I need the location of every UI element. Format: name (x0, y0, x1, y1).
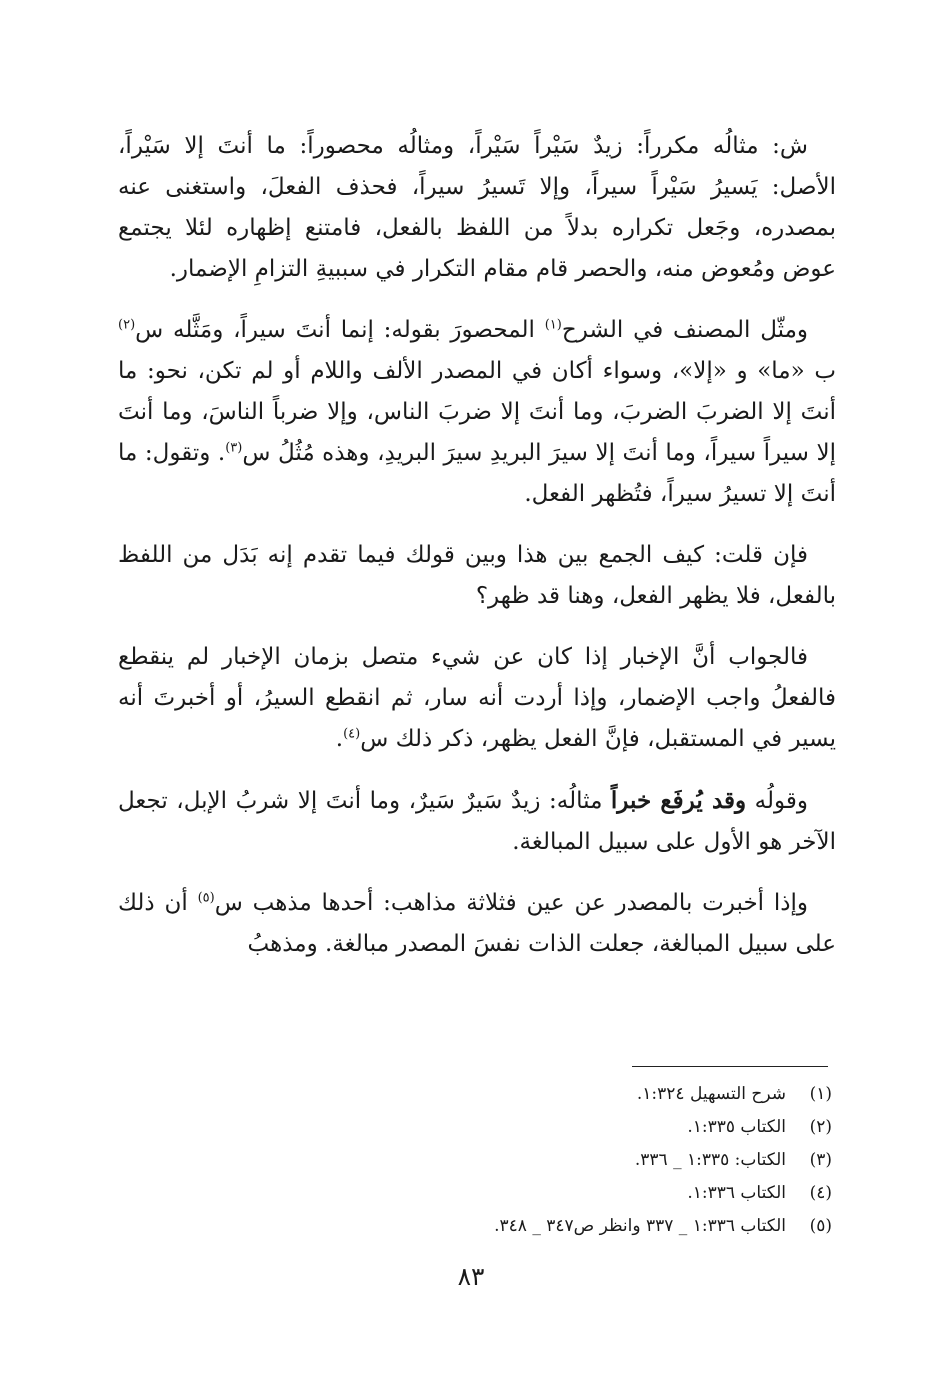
footnote-2-text: الكتاب ١:٣٣٥. (687, 1117, 786, 1137)
paragraph-4-text: فالجواب أنَّ الإخبار إذا كان عن شيء متصل بزمان الإخبار لم ينقطع فالفعلُ واجب الإضمار، وإذا أردت أنه سار، ثم انقطع السيرُ، أو أخبرتَ أنه يسير في المستقبل، فإنَّ الفعل يظهر، ذكر ذلك س (118, 644, 836, 752)
main-text (118, 126, 836, 985)
footnote-ref-1[interactable]: (١) (544, 317, 562, 333)
footnote-ref-4[interactable]: (٤) (343, 726, 361, 742)
footnote-4-number: (٤) (809, 1183, 832, 1203)
paragraph-2 (118, 310, 836, 515)
paragraph-3 (118, 535, 836, 617)
footnote-1 (380, 1078, 832, 1111)
paragraph-1 (118, 126, 836, 290)
footnote-4-text: الكتاب ١:٣٣٦. (687, 1183, 786, 1203)
footnote-ref-5[interactable]: (٥) (197, 890, 215, 906)
footnote-1-text: شرح التسهيل ١:٣٢٤. (636, 1084, 786, 1104)
paragraph-4-end: . (335, 726, 344, 752)
paragraph-2-text-a: ومثّل المصنف في الشرح (561, 317, 808, 343)
paragraph-5-text-b: مثالُه: زيدٌ سَيرٌ سَيرٌ، وما أنتَ إلا شربُ الإبل، تجعل الآخر هو الأول على سبيل المبالغة. (118, 788, 836, 855)
footnote-3 (380, 1144, 832, 1177)
footnote-2-number: (٢) (809, 1117, 832, 1137)
footnote-4 (380, 1177, 832, 1210)
paragraph-5-bold-phrase: وقد يُرفَع خبراً (610, 787, 747, 814)
footnote-ref-3[interactable]: (٣) (225, 440, 243, 456)
footnote-3-number: (٣) (809, 1150, 832, 1170)
paragraph-2-text-c: ب «ما» و «إلا»، وسواء أكان في المصدر الألف واللام أو لم تكن، نحو: ما أنتَ إلا الضربَ الضربَ، وما أنتَ إلا ضربَ الناس، وإلا ضرباً الناسَ، وما أنتَ إلا سيراً سيراً، وما أنتَ إلا سيرَ البريدِ سيرَ البريدِ، وهذه مُثُلُ س (118, 358, 836, 466)
paragraph-5-text-a: وقولُه (754, 788, 808, 814)
paragraph-6-text-a: وإذا أخبرت بالمصدر عن عين فثلاثة مذاهب: أحدها مذهب س (214, 890, 809, 916)
footnote-3-text: الكتاب: ١:٣٣٥ _ ٣٣٦. (634, 1150, 786, 1170)
footnote-5-number: (٥) (809, 1216, 832, 1236)
paragraph-2-text-b: المحصورَ بقوله: إنما أنتَ سيراً، ومَثَّله س (135, 317, 535, 343)
footnote-5 (380, 1210, 832, 1243)
paragraph-4 (118, 637, 836, 760)
page-number: ٨٣ (457, 1262, 485, 1291)
footnote-ref-2[interactable]: (٢) (118, 317, 136, 333)
paragraph-5 (118, 780, 836, 863)
footnote-2 (380, 1111, 832, 1144)
footnotes (380, 1078, 832, 1243)
footnote-divider (632, 1066, 828, 1067)
footnote-5-text: الكتاب ١:٣٣٦ _ ٣٣٧ وانظر ص٣٤٧ _ ٣٤٨. (494, 1216, 786, 1236)
paragraph-6-text-b: أن ذلك على سبيل المبالغة، جعلت الذات نفسَ المصدر مبالغة. ومذهبُ (118, 890, 836, 957)
paragraph-3-text: فإن قلت: كيف الجمع بين هذا وبين قولك فيما تقدم إنه بَدَل من اللفظ بالفعل، فلا يظهر الفعل، وهنا قد ظهر؟ (118, 542, 836, 609)
footnote-1-number: (١) (809, 1084, 832, 1104)
paragraph-6 (118, 883, 836, 965)
paragraph-1-text: ش: مثالُه مكرراً: زيدٌ سَيْراً سَيْراً، ومثالُه محصوراً: ما أنتَ إلا سَيْراً، الأصل: يَسيرُ سَيْراً سيراً، وإلا تَسيرُ سيراً، فحذف الفعلَ، واستغنى عنه بمصدره، وجَعل تكراره بدلاً من اللفظ بالفعل، فامتنع إظهاره لئلا يجتمع عوض ومُعوض منه، والحصر قام مقام التكرار في سببيةِ التزامِ الإضمار. (118, 133, 836, 282)
paragraph-2-text-d: . وتقول: ما أنتَ إلا تسيرُ سيراً، فتُظهر الفعل. (118, 440, 836, 507)
